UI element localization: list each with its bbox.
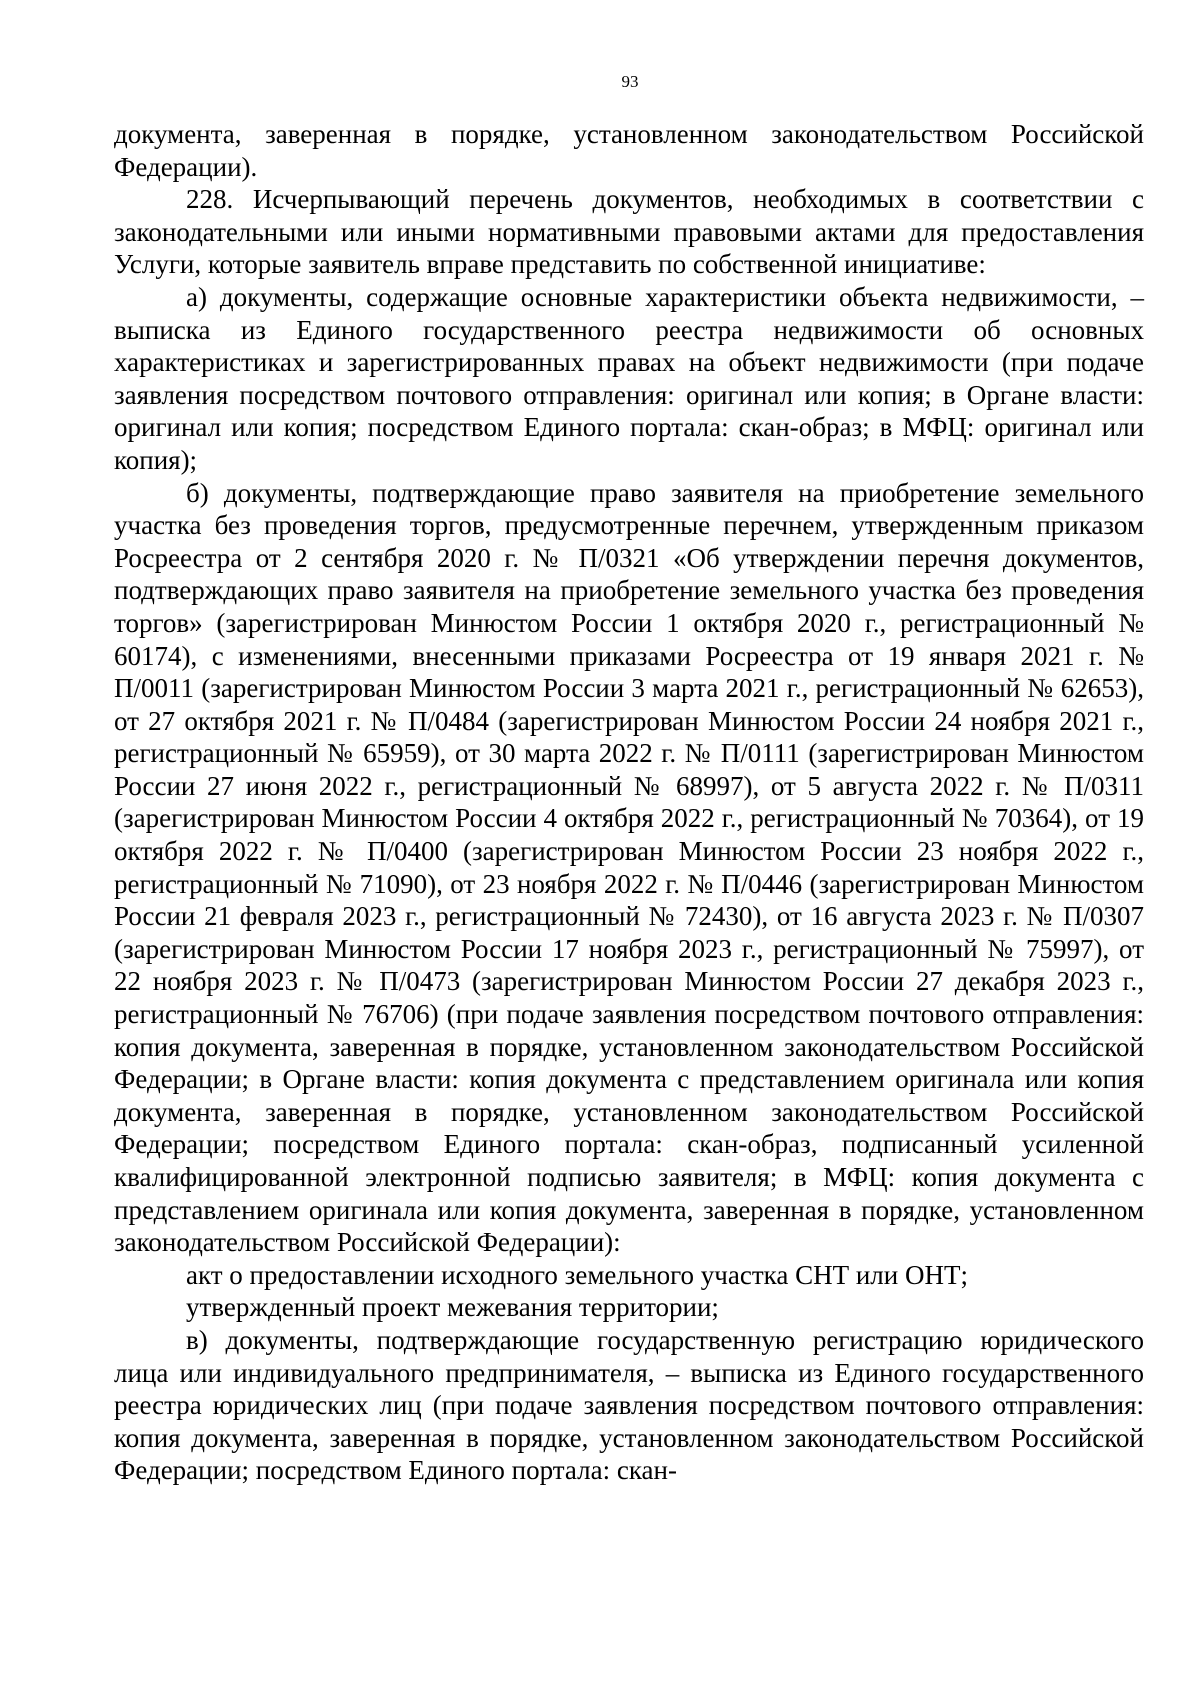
paragraph-subitem-b: б) документы, подтверждающие право заявителя на приобретение земельного участка без проведения торгов, предусмотренные перечнем, утвержденным приказом Росреестра от 2 сентября 2020 г. № П/0321 «Об утверждении перечня документов, подтверждающих право заявителя на приобретение земельного участка без проведения торгов» (зарегистрирован Минюстом России 1 октября 2020 г., регистрационный № 60174), с изменениями, внесенными приказами Росреестра от 19 января 2021 г. № П/0011 (зарегистрирован Минюстом России 3 марта 2021 г., регистрационный № 62653), от 27 октября 2021 г. № П/0484 (зарегистрирован Минюстом России 24 ноября 2021 г., регистрационный № 65959), от 30 марта 2022 г. № П/0111 (зарегистрирован Минюстом России 27 июня 2022 г., регистрационный № 68997), от 5 августа 2022 г. № П/0311 (зарегистрирован Минюстом России 4 октября 2022 г., регистрационный № 70364), от 19 октября 2022 г. № П/0400 (зарегистрирован Минюстом России 23 ноября 2022 г., регистрационный № 71090), от 23 ноября 2022 г. № П/0446 (зарегистрирован Минюстом России 21 февраля 2023 г., регистрационный № 72430), от 16 августа 2023 г. № П/0307 (зарегистрирован Минюстом России 17 ноября 2023 г., регистрационный № 75997), от 22 ноября 2023 г. № П/0473 (зарегистрирован Минюстом России 27 декабря 2023 г., регистрационный № 76706) (при подаче заявления посредством почтового отправления: копия документа, заверенная в порядке, установленном законодательством Российской Федерации; в Органе власти: копия документа с представлением оригинала или копия документа, заверенная в порядке, установленном законодательством Российской Федерации; посредством Единого портала: скан-образ, подписанный усиленной квалифицированной электронной подписью заявителя; в МФЦ: копия документа с представлением оригинала или копия документа, заверенная в порядке, установленном законодательством Российской Федерации): [114,477,1144,1258]
paragraph-act-snt: акт о предоставлении исходного земельного участка СНТ или ОНТ; [186,1259,968,1290]
paragraph-continuation: документа, заверенная в порядке, установленном законодательством Российской Федерации). [114,119,1144,182]
paragraph-subitem-v: в) документы, подтверждающие государственную регистрацию юридического лица или индивидуального предпринимателя, – выписка из Единого государственного реестра юридических лиц (при подаче заявления посредством почтового отправления: копия документа, заверенная в порядке, установленном законодательством Российской Федерации; посредством Единого портала: скан- [114,1324,1144,1486]
paragraph-subitem-a: а) документы, содержащие основные характеристики объекта недвижимости, – выписка из Единого государственного реестра недвижимости об основных характеристиках и зарегистрированных правах на объект недвижимости (при подаче заявления посредством почтового отправления: оригинал или копия; в Органе власти: оригинал или копия; посредством Единого портала: скан-образ; в МФЦ: оригинал или копия); [114,281,1144,475]
document-body [114,118,1144,1487]
paragraph-survey-project: утвержденный проект межевания территории; [186,1292,719,1323]
page-number: 93 [621,72,639,91]
paragraph-item-228: 228. Исчерпывающий перечень документов, необходимых в соответствии с законодательными или иными нормативными правовыми актами для предоставления Услуги, которые заявитель вправе представить по собственной инициативе: [114,184,1144,280]
